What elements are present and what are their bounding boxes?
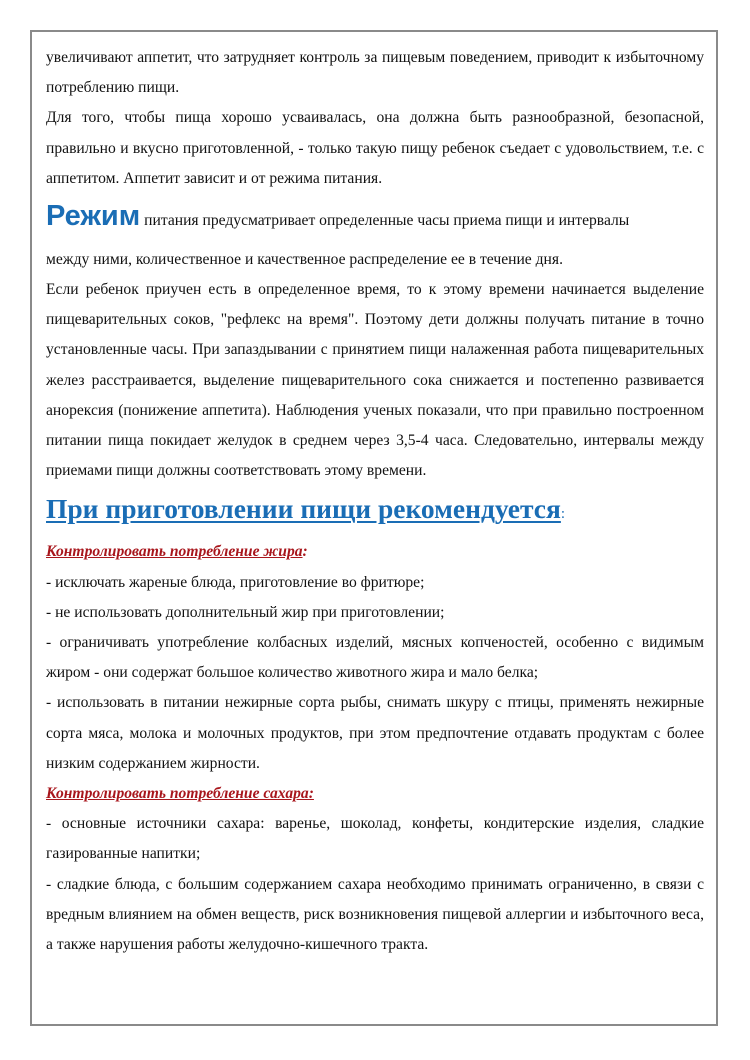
fat-subheading-title: Контролировать потребление жира xyxy=(46,543,303,561)
paragraph-appetite-control: увеличивают аппетит, что затрудняет контроль за пищевым поведением, приводит к избыточному потреблению пищи. xyxy=(46,49,704,97)
regime-text-line-2: между ними, количественное и качественное распределение ее в течение дня. xyxy=(46,251,563,269)
regime-keyword: Режим xyxy=(46,200,141,233)
fat-subheading-colon: : xyxy=(302,543,308,561)
paragraph-food-variety: Для того, чтобы пища хорошо усваивалась, она должна быть разнообразной, безопасной, правильно и вкусно приготовленной, - только такую пищу ребенок съедает с удовольствием, т.е. с аппетитом. Аппетит зависит и от режима питания. xyxy=(46,109,704,187)
regime-text-line-1: питания предусматривает определенные часы приема пищи и интервалы xyxy=(144,212,630,230)
fat-subheading xyxy=(46,537,704,567)
sugar-list-item: - основные источники сахара: варенье, шоколад, конфеты, кондитерские изделия, сладкие газированные напитки; xyxy=(46,815,704,863)
section-heading xyxy=(46,486,704,537)
fat-list-item: - ограничивать употребление колбасных изделий, мясных копченостей, особенно с видимым жиром - они содержат большое количество животного жира и мало белка; xyxy=(46,634,704,682)
sugar-subheading-title: Контролировать потребление сахара: xyxy=(46,785,314,803)
heading-title: При приготовлении пищи рекомендуется xyxy=(46,493,561,525)
sugar-subheading xyxy=(46,779,704,809)
fat-list-item: - исключать жареные блюда, приготовление во фритюре; xyxy=(46,573,425,591)
heading-colon: : xyxy=(560,506,566,523)
sugar-list-item: - сладкие блюда, с большим содержанием сахара необходимо принимать ограниченно, в связи с вредным влиянием на обмен веществ, риск возникновения пищевой аллергии и избыточного веса, а также нарушения работы желудочно-кишечного тракта. xyxy=(46,875,704,954)
document-body xyxy=(46,43,704,960)
fat-list-item: - использовать в питании нежирные сорта рыбы, снимать шкуру с птицы, применять нежирные сорта мяса, молока и молочных продуктов, при этом предпочтение отдавать продуктам с более низким содержанием жирности. xyxy=(46,694,704,772)
paragraph-time-reflex: Если ребенок приучен есть в определенное время, то к этому времени начинается выделение пищеварительных соков, "рефлекс на время". Поэтому дети должны получать питание в точно установленные часы. При запаздывании с принятием пищи налаженная работа пищеварительных желез расстраивается, выделение пищеварительного сока снижается и постепенно развивается анорексия (понижение аппетита). Наблюдения ученых показали, что при правильно построенном питании пища покидает желудок в среднем через 3,5-4 часа. Следовательно, интервалы между приемами пищи должны соответствовать этому времени. xyxy=(46,281,704,480)
fat-list-item: - не использовать дополнительный жир при приготовлении; xyxy=(46,603,445,621)
paragraph-regime xyxy=(46,194,704,275)
